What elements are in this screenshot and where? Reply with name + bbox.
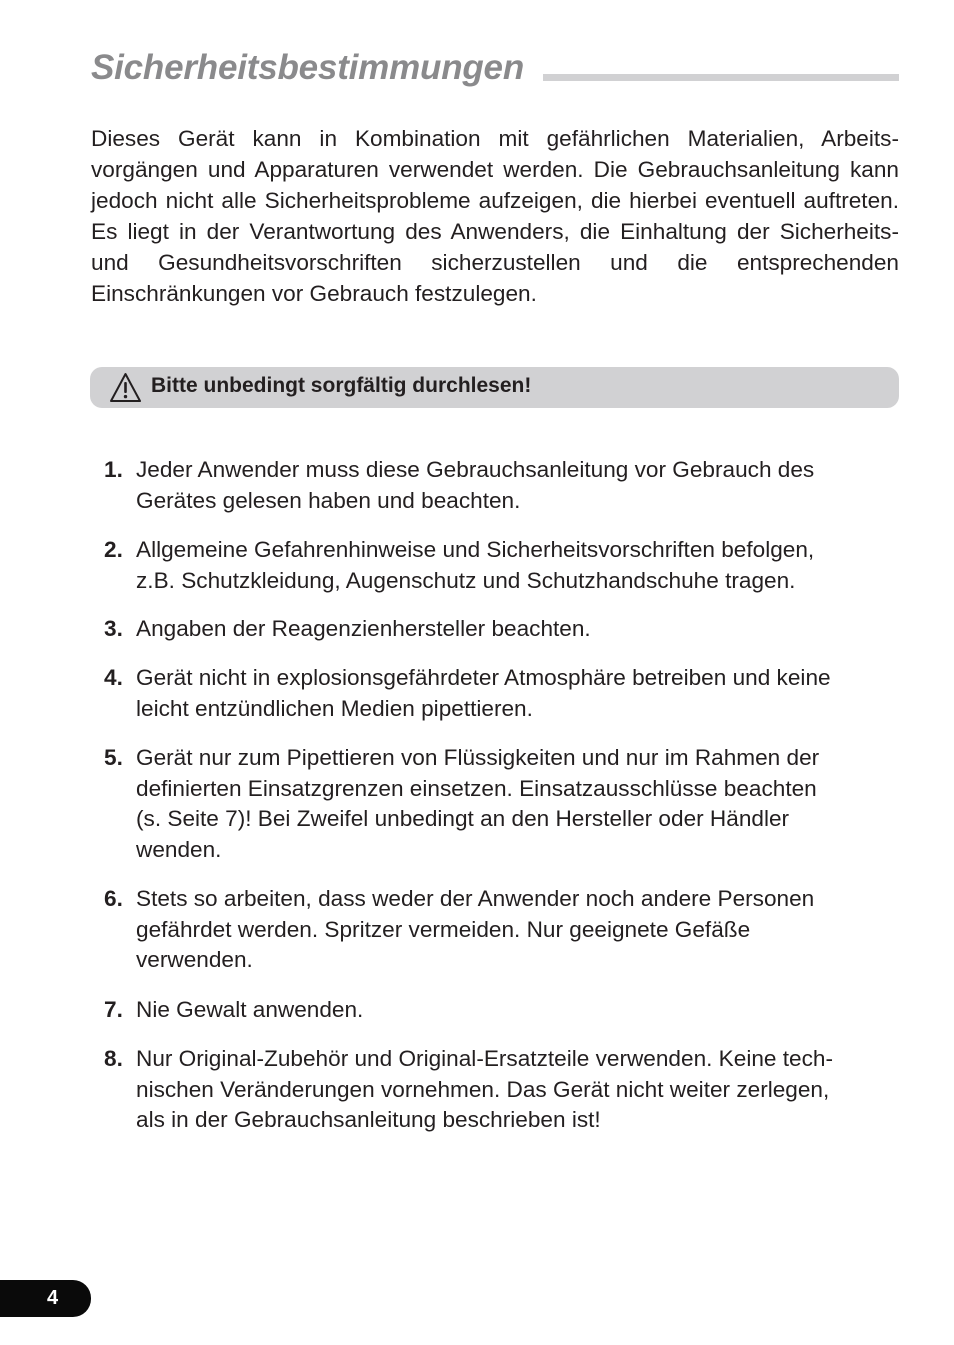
rule-text: Nur Original-Zubehör und Original-Ersatzteile verwenden. Keine tech- nischen Veränderungen vornehmen. Das Gerät nicht weiter zerlegen, als in der Gebrauchsanleitung beschrieben ist!: [136, 1046, 833, 1132]
rule-text: Angaben der Reagenzienhersteller beachten.: [136, 616, 591, 641]
page-number: 4: [47, 1287, 59, 1309]
page-title: Sicherheitsbestimmungen: [91, 48, 525, 87]
rule-number: 5.: [104, 745, 123, 770]
rule-text: Nie Gewalt anwenden.: [136, 997, 364, 1022]
rule-text: Gerät nur zum Pipettieren von Flüssigkeiten und nur im Rahmen der definierten Einsatzgrenzen einsetzen. Einsatzausschlüsse beachten (s. Seite 7)! Bei Zweifel unbedingt an den Hersteller oder Händler wenden.: [136, 745, 820, 862]
rule-number: 8.: [104, 1046, 123, 1071]
rule-text: Allgemeine Gefahrenhinweise und Sicherheitsvorschriften befolgen, z.B. Schutzkleidung, Augenschutz und Schutzhandschuhe tragen.: [136, 537, 815, 593]
page-number-tab: [0, 1280, 91, 1317]
title-rule: [543, 74, 899, 81]
rule-number: 7.: [104, 997, 123, 1022]
intro-paragraph: Dieses Gerät kann in Kombination mit gefährlichen Materialien, Arbeitsvorgängen und Apparaturen verwendet werden. Die Gebrauchsanleitung kann jedoch nicht alle Sicherheitsprobleme aufzeigen, die hierbei eventuell auftreten. Es liegt in der Verantwortung des Anwenders, die Einhaltung der Sicherheits- und Gesundheitsvorschriften sicherzustellen und die entsprechenden Einschränkungen vor Gebrauch festzulegen.: [91, 126, 899, 306]
rule-number: 6.: [104, 886, 123, 911]
rule-text: Gerät nicht in explosionsgefährdeter Atmosphäre betreiben und keine leicht entzündlichen Medien pipettieren.: [136, 665, 831, 721]
rule-number: 2.: [104, 537, 123, 562]
rule-number: 4.: [104, 665, 123, 690]
rule-text: Jeder Anwender muss diese Gebrauchsanleitung vor Gebrauch des Gerätes gelesen haben und beachten.: [136, 457, 815, 513]
rule-number: 1.: [104, 457, 123, 482]
rule-text: Stets so arbeiten, dass weder der Anwender noch andere Personen gefährdet werden. Spritzer vermeiden. Nur geeignete Gefäße verwenden.: [136, 886, 815, 972]
warning-triangle-icon: [109, 372, 142, 403]
rule-number: 3.: [104, 616, 123, 641]
page-header: [91, 46, 899, 92]
warning-text: Bitte unbedingt sorgfältig durchlesen!: [151, 374, 532, 397]
warning-banner: [90, 367, 899, 408]
